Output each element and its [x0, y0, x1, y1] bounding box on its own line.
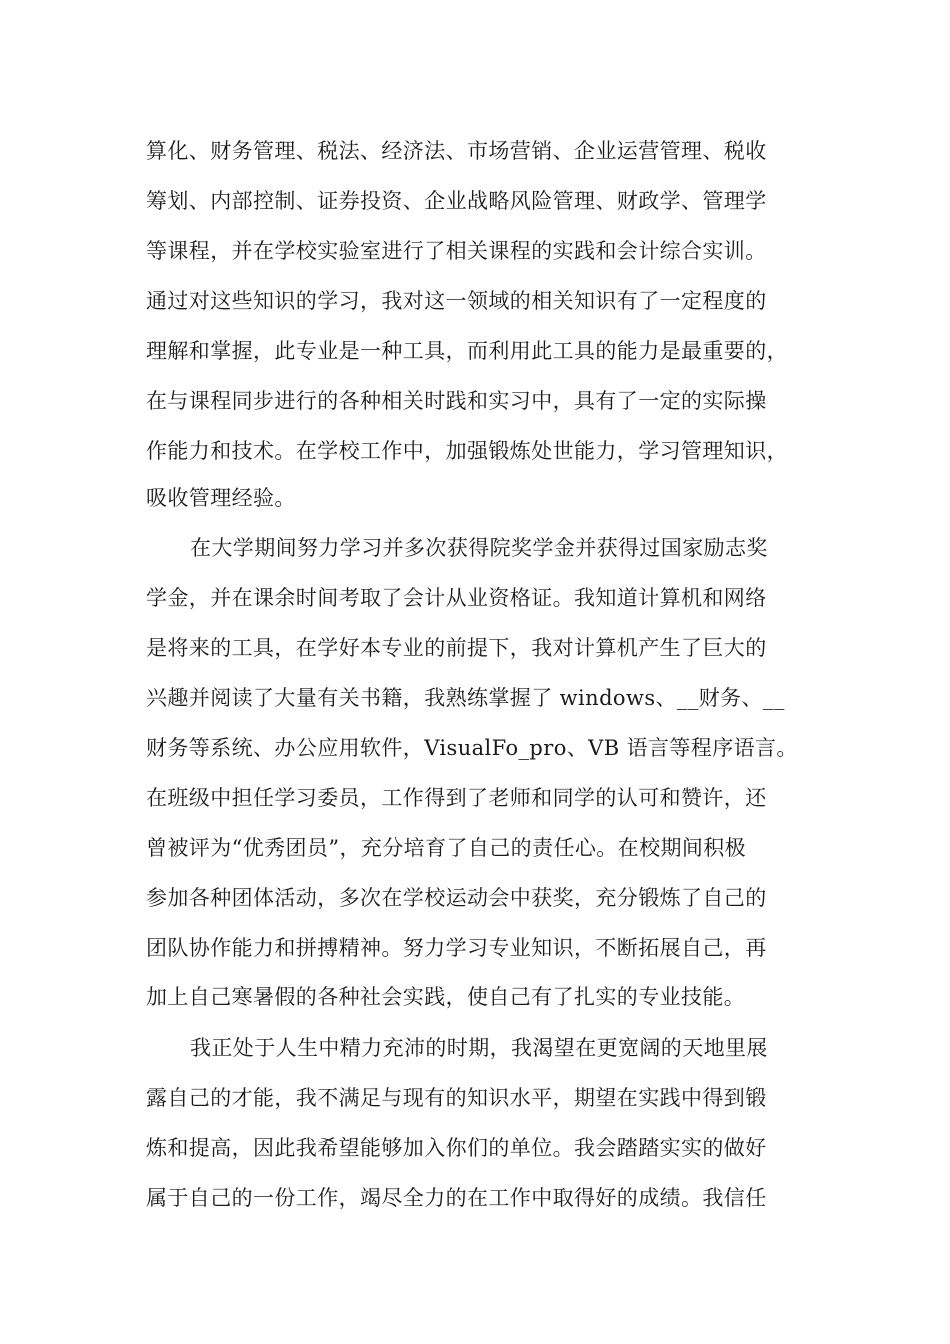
paragraph-first-line: 在大学期间努力学习并多次获得院奖学金并获得过国家励志奖	[190, 536, 768, 560]
text-line: 露自己的才能，我不满足与现有的知识水平，期望在实践中得到锻	[146, 1086, 767, 1110]
text-line: 是将来的工具，在学好本专业的前提下，我对计算机产生了巨大的	[146, 636, 767, 660]
text-line: 通过对这些知识的学习，我对这一领域的相关知识有了一定程度的	[146, 289, 767, 313]
text-line: 兴趣并阅读了大量有关书籍，我熟练掌握了 windows、__财务、__	[146, 686, 785, 710]
text-line: 在与课程同步进行的各种相关时践和实习中，具有了一定的实际操	[146, 389, 767, 413]
text-line: 算化、财务管理、税法、经济法、市场营销、企业运营管理、税收	[146, 139, 767, 163]
text-line: 参加各种团体活动，多次在学校运动会中获奖，充分锻炼了自己的	[146, 886, 767, 910]
paragraph-first-line: 我正处于人生中精力充沛的时期，我渴望在更宽阔的天地里展	[190, 1036, 768, 1060]
text-line: 团队协作能力和拼搏精神。努力学习专业知识，不断拓展自己，再	[146, 936, 767, 960]
text-line: 曾被评为“优秀团员”，充分培育了自己的责任心。在校期间积极	[146, 836, 747, 860]
text-line: 筹划、内部控制、证券投资、企业战略风险管理、财政学、管理学	[146, 189, 767, 213]
text-line: 学金，并在课余时间考取了会计从业资格证。我知道计算机和网络	[146, 586, 767, 610]
text-line: 等课程，并在学校实验室进行了相关课程的实践和会计综合实训。	[146, 239, 767, 263]
text-line: 加上自己寒暑假的各种社会实践，使自己有了扎实的专业技能。	[146, 985, 746, 1009]
text-line: 财务等系统、办公应用软件，VisualFo_pro、VB 语言等程序语言。	[146, 736, 798, 760]
text-line: 在班级中担任学习委员，工作得到了老师和同学的认可和赞许，还	[146, 786, 767, 810]
text-line: 作能力和技术。在学校工作中，加强锻炼处世能力，学习管理知识，	[146, 439, 788, 463]
text-line: 属于自己的一份工作，竭尽全力的在工作中取得好的成绩。我信任	[146, 1186, 767, 1210]
text-line: 吸收管理经验。	[146, 486, 296, 510]
text-line: 理解和掌握，此专业是一种工具，而利用此工具的能力是最重要的，	[146, 339, 788, 363]
text-line: 炼和提高，因此我希望能够加入你们的单位。我会踏踏实实的做好	[146, 1136, 767, 1160]
